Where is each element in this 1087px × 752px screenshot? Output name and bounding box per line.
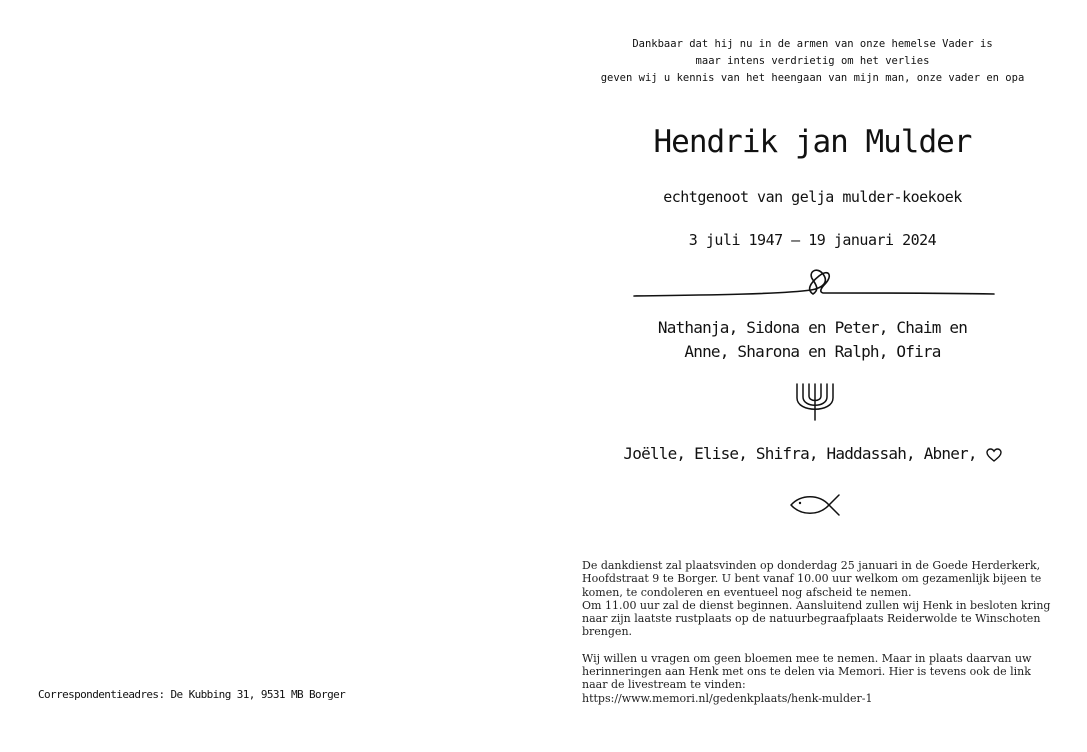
service-p1-l3: komen, te condoleren en eventueel nog afscheid te nemen. (582, 585, 912, 599)
children-line-1: Nathanja, Sidona en Peter, Chaim en (657, 318, 968, 337)
grandchildren-text: Joëlle, Elise, Shifra, Haddassah, Abner, (623, 444, 977, 463)
intro-line-3: geven wij u kennis van het heengaan van mijn man, onze vader en opa (600, 72, 1025, 84)
spouse-line: echtgenoot van gelja mulder-koekoek (663, 188, 962, 206)
intro-text (600, 36, 1025, 87)
service-p2-l3: brengen. (582, 625, 633, 639)
service-p1-l1: De dankdienst zal plaatsvinden op donderdag 25 januari in de Goede Herderkerk, (582, 559, 1041, 572)
service-p3-l3: naar de livestream te vinden: (582, 678, 746, 692)
children-line-2: Anne, Sharona en Ralph, Ofira (684, 342, 941, 361)
intro-line-2: maar intens verdrietig om het verlies (695, 55, 930, 67)
ichthys-fish-icon (789, 492, 841, 518)
service-p3-l2: herinneringen aan Henk met ons te delen via Memori. Hier is tevens ook de link (582, 665, 1031, 679)
service-p2-l1: Om 11.00 uur zal de dienst beginnen. Aansluitend zullen wij Henk in besloten kring (582, 598, 1051, 612)
service-p3-l1: Wij willen u vragen om geen bloemen mee te nemen. Maar in plaats daarvan uw (582, 651, 1032, 665)
service-p2-l2: naar zijn laatste rustplaats op de natuurbegraafplaats Reiderwolde te Winschoten (582, 612, 1041, 626)
heart-line-icon (633, 262, 995, 302)
menorah-icon (792, 380, 838, 422)
memori-link[interactable]: https://www.memori.nl/gedenkplaats/henk-mulder-1 (582, 691, 873, 705)
service-p1-l2: Hoofdstraat 9 te Borger. U bent vanaf 10.00 uur welkom om gezamenlijk bijeen te (582, 572, 1042, 586)
children-names (600, 316, 1025, 364)
service-details (582, 559, 1052, 705)
intro-line-1: Dankbaar dat hij nu in de armen van onze hemelse Vader is (632, 38, 993, 50)
deceased-name: Hendrik jan Mulder (653, 124, 972, 160)
correspondence-address: Correspondentieadres: De Kubbing 31, 9531 MB Borger (38, 688, 346, 701)
grandchildren-names (600, 444, 1025, 463)
heart-icon (986, 448, 1002, 462)
life-dates: 3 juli 1947 — 19 januari 2024 (688, 231, 937, 249)
